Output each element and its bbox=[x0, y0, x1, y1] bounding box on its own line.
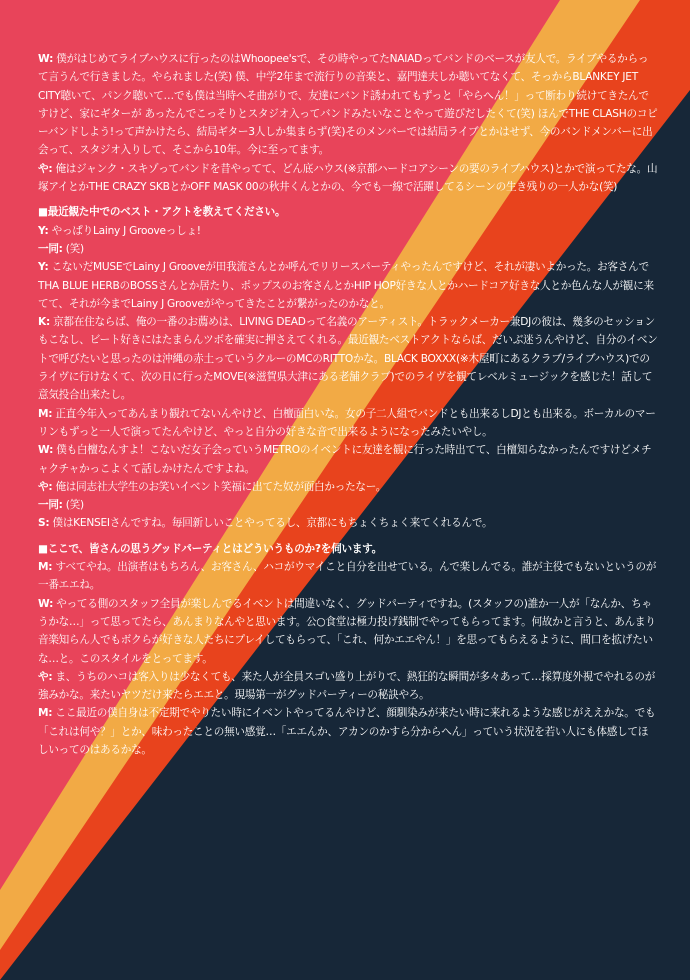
paragraph-text: 僕がはじめてライブハウスに行ったのはWhoopee'sで、その時やってたNAIADってバンドのベースが友人で。ライブやるからって言うんで行きました。やられました(笑) 僕、中学2年まで流行りの音楽と、嘉門達夫しか聴いてなくて、そっからBLANKEY JET CITY聴いて、パンク聴いて…でも僕は当時へそ曲がりで、友達にバンド誘われてもずっと「やらへん！」って断わり続けてきたんですけど、家にギターが あったんでこっそりとスタジオ入ってバンドみたいなことやって遊びだしたくて(笑) ほんでTHE CLASHのコピーバンドしよう!って声かけたら、結局ギター3人しか集まらず(笑)そのメンバーでは結局ライブとかはせず、今のバンドメンバーに出会って、スタジオ入りして、そこから10年。今に至ってます。 bbox=[38, 53, 658, 157]
interview-paragraph bbox=[38, 478, 658, 496]
paragraph-text: 京都在住ならば、俺の一番のお薦めは、LIVING DEADって名義のアーティスト。トラックメーカー兼DJの彼は、幾多のセッションもこなし、ビート好きにはたまらんツボを確実に押さえてくれる。最近観たベストアクトならば、だいぶ迷うんやけど、自分のイベントで呼びたいと思ったのは沖縄の赤土っていうクルーのMCのRITTOかな。BLACK BOXXX(※木屋町にあるクラブ/ライブハウス)でのライヴに行けなくて、次の日に行ったMOVE(※滋賀県大津にある老舗クラブ)でのライヴを観てレベルミュージックを感じた！話して意気投合出来たし。 bbox=[38, 316, 658, 402]
interview-paragraph bbox=[38, 668, 658, 705]
paragraph-text: 僕も白檀なんすよ！こないだ女子会っていうMETROのイベントに友達を観に行った時出てて、白檀知らなかったんですけどメチャクチャかっこよくて話しかけたんですよね。 bbox=[38, 444, 652, 475]
paragraph-text: ここ最近の僕自身は不定期でやりたい時にイベントやってるんやけど、顔馴染みが来たい時に来れるような感じがええかな。でも「これは何や？」とか、味わったことの無い感覚…「エエんか、アカンのかすら分からへん」っていう状況を若い人にも体感してほしいってのはあるかな。 bbox=[38, 707, 656, 756]
speaker-label: W: bbox=[38, 444, 54, 457]
paragraph-text: 正直今年入ってあんまり観れてないんやけど、白檀面白いな。女の子二人組でバンドとも出来るしDJとも出来る。ボーカルのマーリンもずっと一人で演ってたんやけど、やっと自分の好きな音で出来るようになったみたいやし。 bbox=[38, 407, 656, 438]
interview-paragraph bbox=[38, 222, 658, 240]
speaker-label: W: bbox=[38, 597, 54, 610]
paragraph-text: ま、うちのハコは客入りは少なくても、来た人が全員スゴい盛り上がりで、熱狂的な瞬間が多々あって…採算度外視でやれるのが強みかな。来たいヤツだけ来たらエエと。現場第一がグッドパーティーの秘訣やろ。 bbox=[38, 670, 656, 702]
paragraph-text: こないだMUSEでLainy J Grooveが田我流さんとか呼んでリリースパーティやったんですけど、それが凄いよかった。お客さんでTHA BLUE HERBのBOSSさんとか居たり、ポップスのお客さんとかHIP HOP好きな人とかハードコア好きな人とか色んな人が観に来てて、それが今までLainy J Grooveがやってきたことが繋がったのかなと。 bbox=[38, 261, 654, 310]
interview-paragraph bbox=[38, 441, 658, 478]
interview-paragraph bbox=[38, 704, 658, 759]
paragraph-text: 僕はKENSEIさんですね。毎回新しいことやってるし、京都にもちょくちょく来てくれるんで。 bbox=[49, 517, 493, 530]
speaker-label: や: bbox=[38, 162, 53, 175]
speaker-label: 一同: bbox=[38, 499, 63, 512]
interview-paragraph bbox=[38, 258, 658, 313]
speaker-label: M: bbox=[38, 561, 53, 574]
speaker-label: Y: bbox=[38, 224, 49, 237]
interview-paragraph bbox=[38, 595, 658, 668]
interview-paragraph bbox=[38, 50, 658, 160]
paragraph-text: やってる側のスタッフ全員が楽しんでるイベントは間違いなく、グッドパーティですね。(スタッフの)誰か一人が「なんか、ちゃうかな…」って思ってたら、あんまりなんやと思います。公○食堂は極力投げ銭制でやってもらってます。何故かと言うと、あんまり音楽知らん人でもボクらが好きな人たちにプレイしてもらって、「これ、何かエエやん！」を思ってもらえるように、間口を拡げたいな…と。このスタイルをとってます。 bbox=[38, 597, 656, 665]
interview-text-block bbox=[38, 50, 658, 759]
section-heading: ■ここで、皆さんの思うグッドパーティとはどういうものか?を伺います。 bbox=[38, 542, 383, 555]
paragraph-text: (笑) bbox=[62, 242, 84, 255]
paragraph-text: 俺はジャンク・スキゾってバンドを昔やってて、どん底ハウス(※京都ハードコアシーンの要のライブハウス)とかで演ってたな。山塚アイとかTHE CRAZY SKBとかOFF MASK 00の秋井くんとかの、今でも一線で活躍してるシーンの生き残りの一人かな(笑) bbox=[38, 162, 658, 194]
speaker-label: 一同: bbox=[38, 242, 63, 255]
speaker-label: S: bbox=[38, 517, 50, 530]
speaker-label: Y: bbox=[38, 261, 49, 274]
paragraph-text: 俺は同志社大学生のお笑いイベント笑福に出てた奴が面白かったなー。 bbox=[52, 480, 387, 493]
interview-paragraph bbox=[38, 514, 658, 532]
interview-paragraph bbox=[38, 405, 658, 442]
speaker-label: や: bbox=[38, 670, 53, 683]
paragraph-text: やっぱりLainy J Grooveっしょ! bbox=[48, 224, 201, 237]
speaker-label: や: bbox=[38, 480, 53, 493]
speaker-label: M: bbox=[38, 707, 53, 720]
interview-paragraph bbox=[38, 313, 658, 404]
speaker-label: K: bbox=[38, 316, 50, 329]
paragraph-text: すべてやね。出演者はもちろん、お客さん、ハコがウマイこと自分を出せている。んで楽しんでる。誰が主役でもないというのが一番エエね。 bbox=[38, 561, 657, 592]
speaker-label: M: bbox=[38, 407, 53, 420]
speaker-label: W: bbox=[38, 53, 54, 65]
interview-paragraph bbox=[38, 496, 658, 514]
interview-paragraph bbox=[38, 160, 658, 197]
interview-paragraph bbox=[38, 240, 658, 258]
section-heading: ■最近観た中でのベスト・アクトを教えてください。 bbox=[38, 206, 286, 219]
interview-paragraph bbox=[38, 558, 658, 595]
paragraph-text: (笑) bbox=[62, 499, 84, 512]
